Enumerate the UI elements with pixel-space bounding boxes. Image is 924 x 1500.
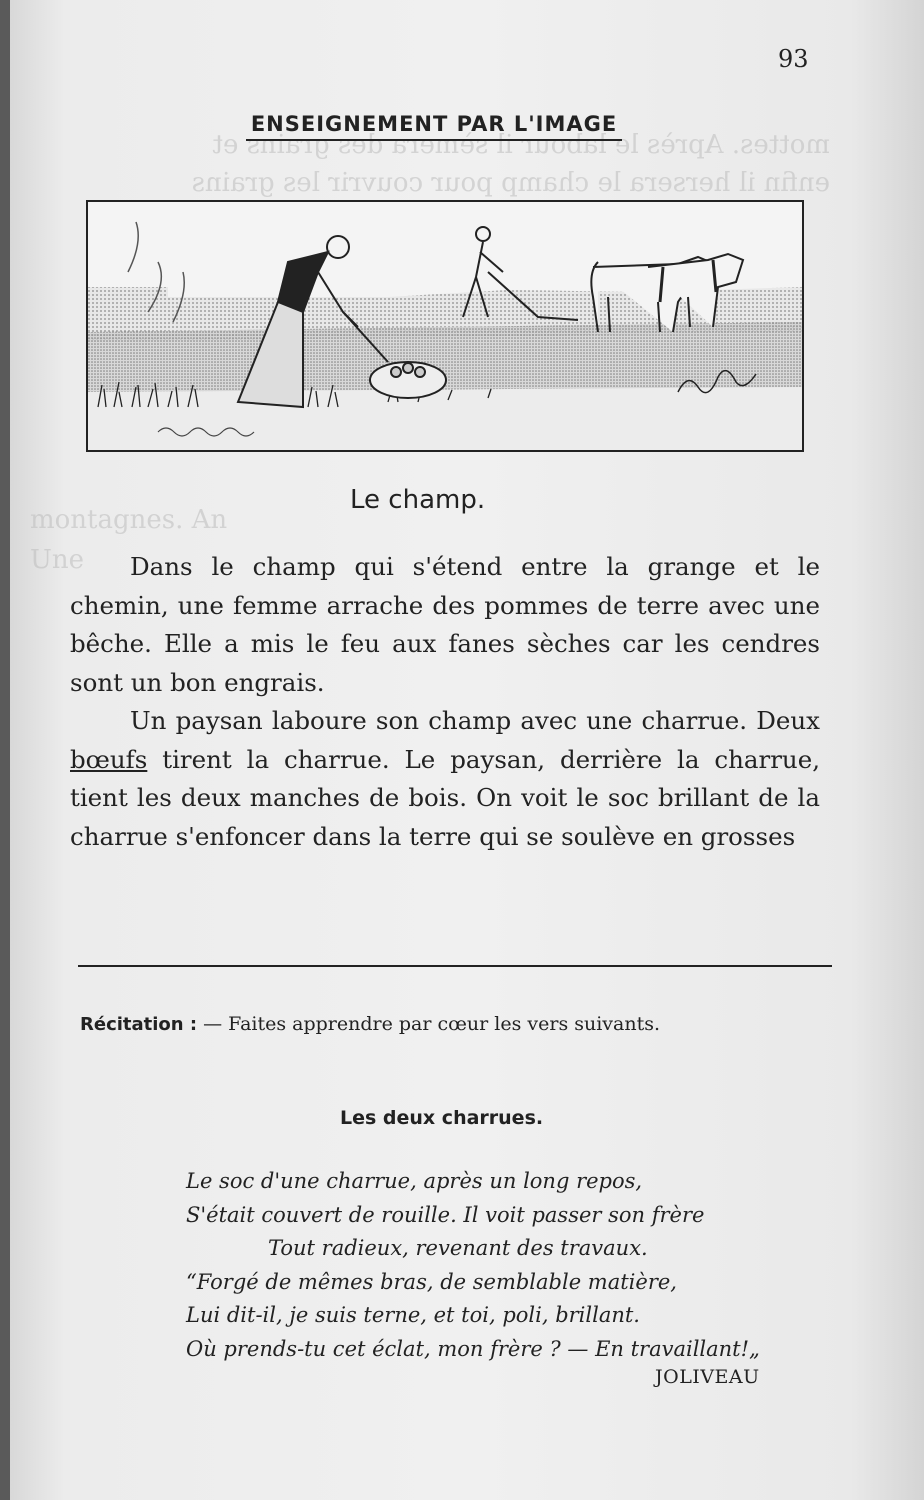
- poem-line: Tout radieux, revenant des travaux.: [268, 1236, 648, 1260]
- section-divider: [78, 965, 832, 967]
- lesson-paragraph-2: [70, 702, 820, 856]
- farm-scene-drawing: [88, 202, 802, 450]
- poem-line: “Forgé de mêmes bras, de semblable matière,: [186, 1269, 677, 1294]
- poem-title: Les deux charrues.: [340, 1107, 544, 1129]
- poem-line: Lui dit-il, je suis terne, et toi, poli, brillant.: [186, 1303, 640, 1327]
- poem: [186, 1165, 760, 1366]
- bleed-through: mottes. Après le labour il sèmera des grains et enfin il hersera le champ pour couvrir les grains montagnes. An Une: [30, 130, 830, 575]
- poem-line: Le soc d'une charrue, après un long repos,: [186, 1169, 643, 1193]
- poem-line: S'était couvert de rouille. Il voit passer son frère: [186, 1202, 705, 1227]
- recitation-text: — Faites apprendre par cœur les vers suivants.: [197, 1013, 661, 1035]
- poem-author: JOLIVEAU: [655, 1366, 760, 1388]
- page-number: 93: [778, 45, 809, 73]
- lesson-paragraph-2-start: Un paysan laboure son champ avec une charrue. Deux: [130, 706, 820, 735]
- lesson-paragraph-2-end: tirent la charrue. Le paysan, derrière la charrue, tient les deux manches de bois. On voit le soc brillant de la charrue s'enfoncer dans la terre qui se soulève en grosses: [70, 744, 820, 851]
- field-illustration: [86, 200, 804, 452]
- recitation-instruction: [80, 1007, 828, 1042]
- poem-line: Où prends-tu cet éclat, mon frère ? — En travaillant!„: [186, 1336, 760, 1361]
- lesson-title: Le champ.: [350, 485, 486, 515]
- underlined-word: bœufs: [70, 744, 148, 774]
- lesson-paragraph-1: Dans le champ qui s'étend entre la grange et le chemin, une femme arrache des pommes de terre avec une bêche. Elle a mis le feu aux fanes sèches car les cendres sont un bon engrais.: [70, 552, 820, 697]
- section-title: ENSEIGNEMENT PAR L'IMAGE: [246, 112, 622, 141]
- recitation-label: Récitation :: [80, 1014, 198, 1035]
- book-page: [10, 0, 924, 1500]
- lesson-text: [70, 548, 820, 856]
